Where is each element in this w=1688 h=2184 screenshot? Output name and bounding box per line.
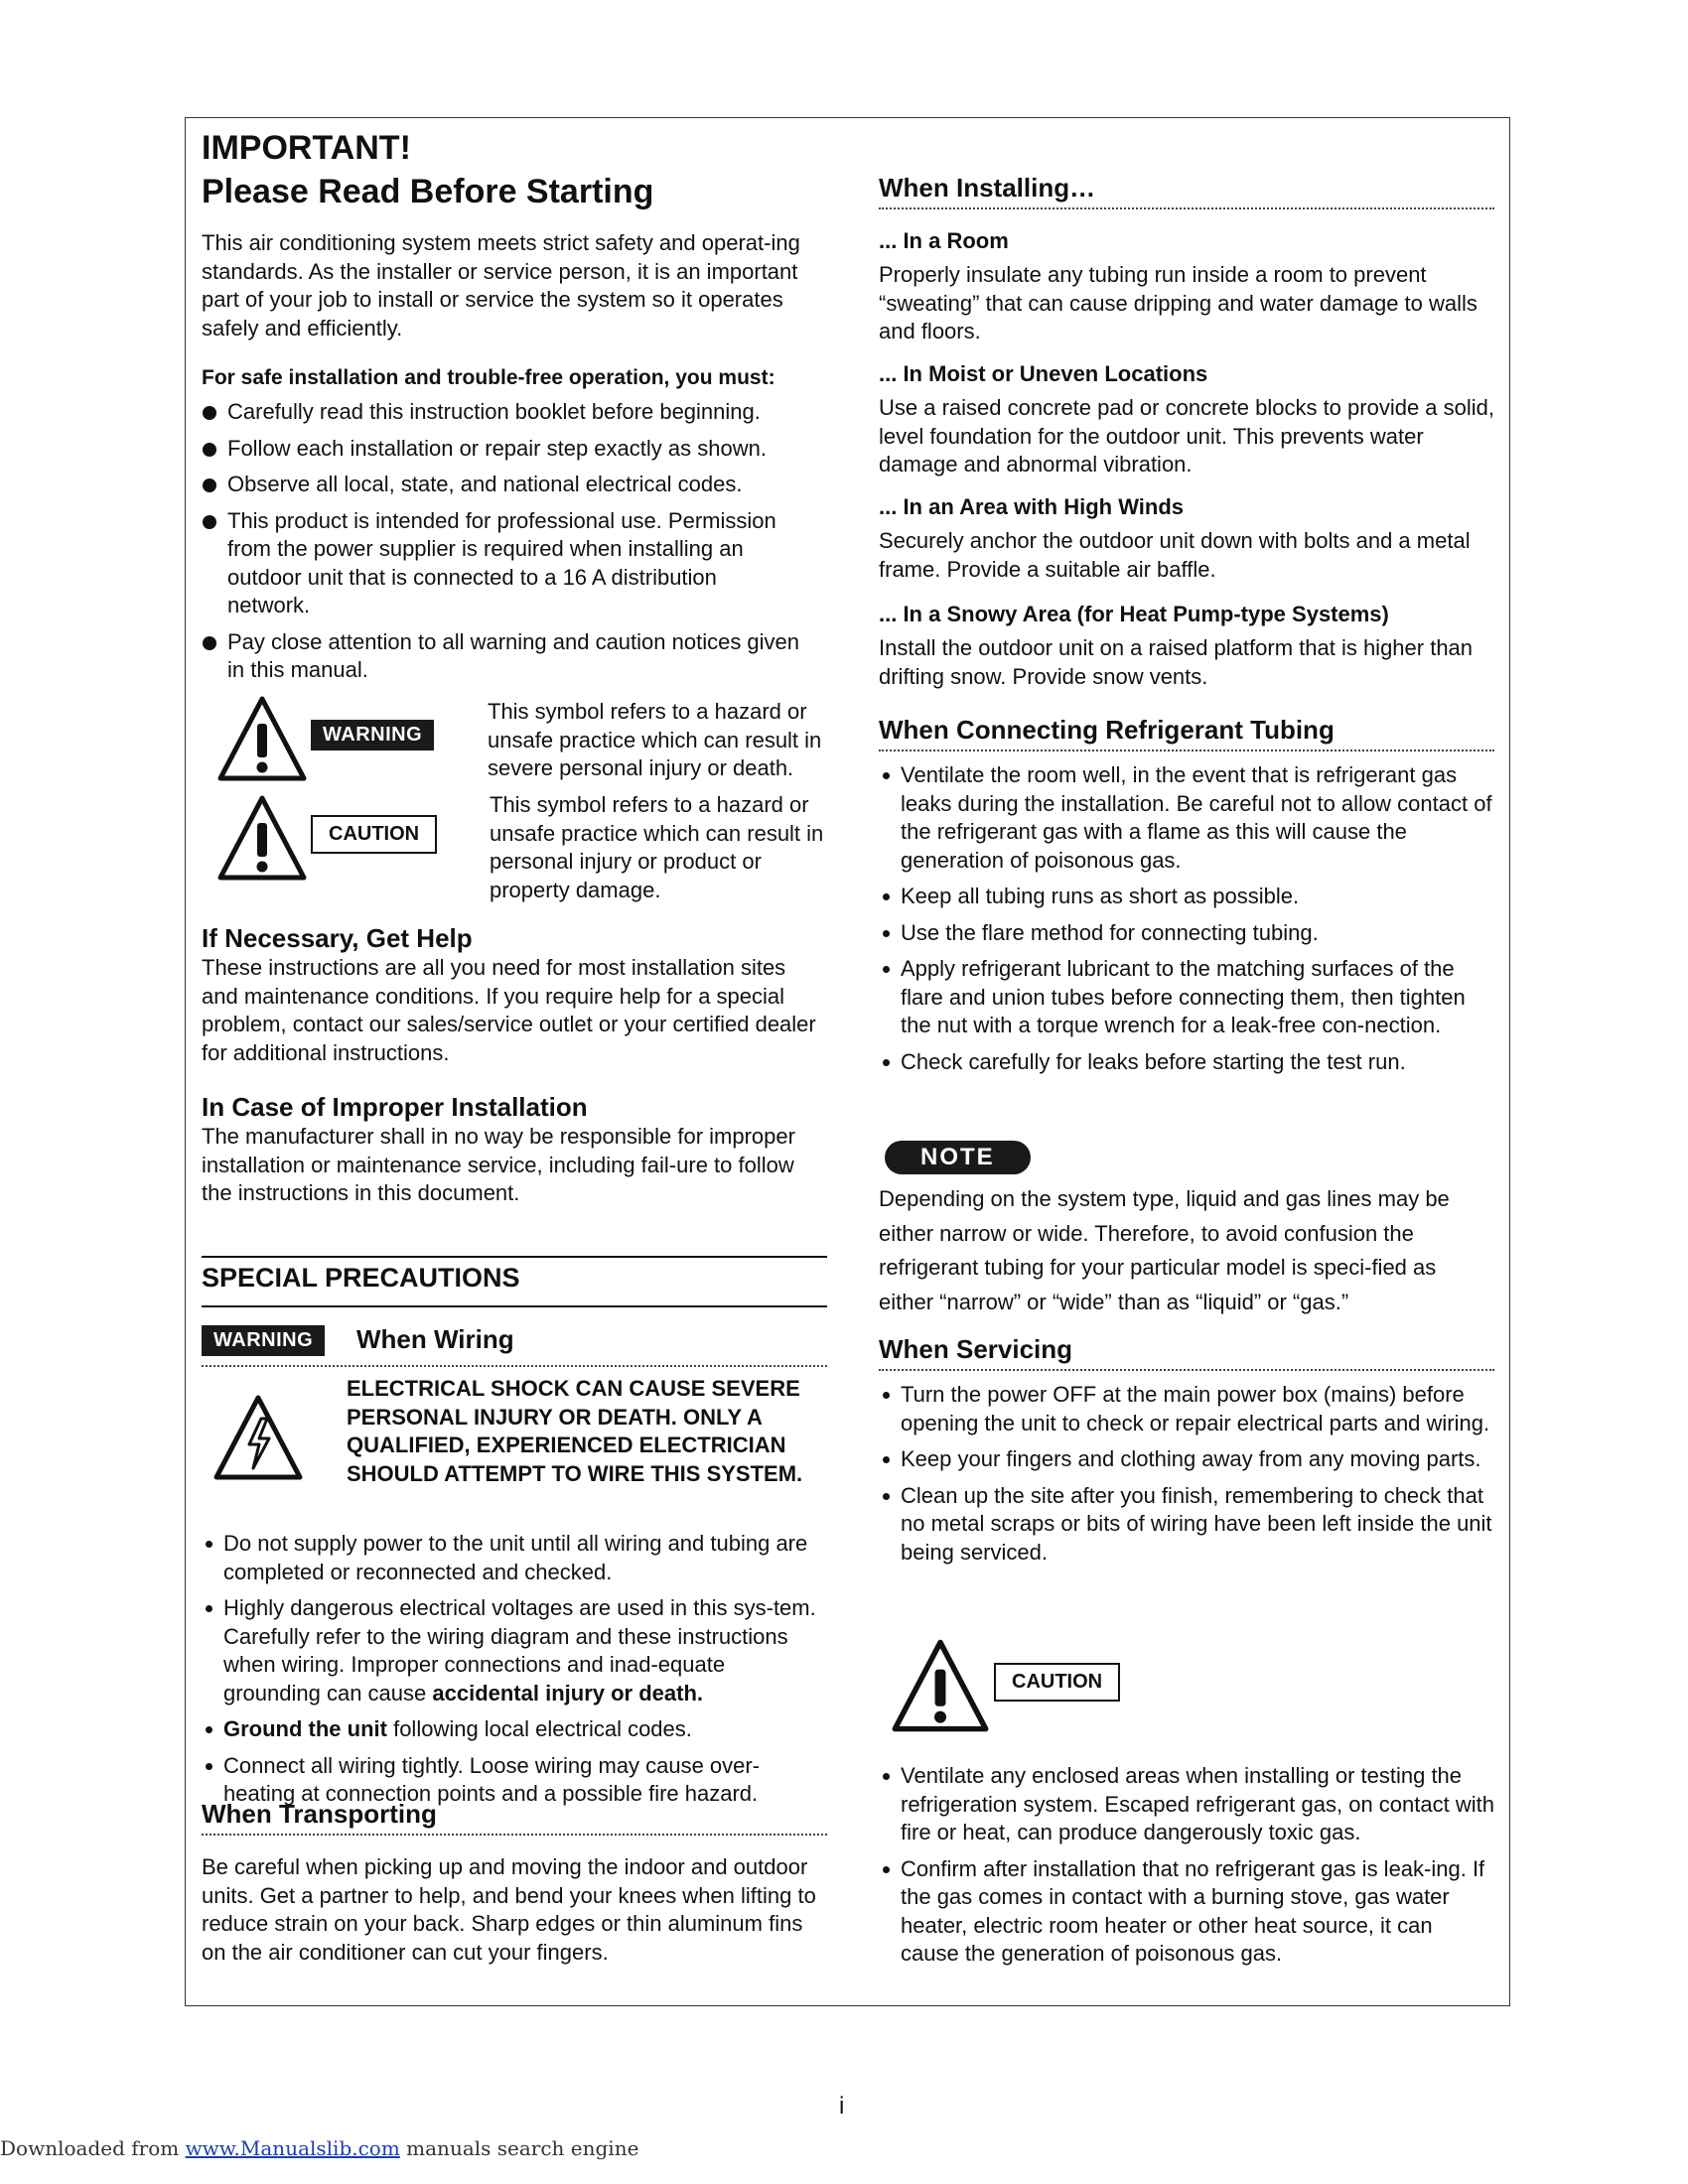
warning-triangle-icon bbox=[215, 694, 309, 783]
warning-symbol bbox=[215, 694, 309, 788]
item-text: following local electrical codes. bbox=[386, 1716, 692, 1741]
room-subheading: ... In a Room bbox=[879, 228, 1009, 253]
list-item: Turn the power OFF at the main power box (mains) before opening the unit to check or repair electrical parts and wiring. bbox=[879, 1381, 1494, 1437]
snow-subheading: ... In a Snowy Area (for Heat Pump-type Systems) bbox=[879, 602, 1389, 626]
list-item: Check carefully for leaks before starting the test run. bbox=[879, 1048, 1494, 1077]
warning-description: This symbol refers to a hazard or unsafe practice which can result in severe personal injury or death. bbox=[488, 699, 822, 780]
content-frame bbox=[185, 117, 1510, 2006]
caution-description: This symbol refers to a hazard or unsafe practice which can result in personal injury or product or property damage. bbox=[490, 792, 824, 902]
note-badge: NOTE bbox=[885, 1141, 1031, 1174]
list-item: Apply refrigerant lubricant to the matching surfaces of the flare and union tubes before connecting them, then tighten the nut with a torque wrench for a leak-free con-nection. bbox=[879, 955, 1494, 1040]
tubing-list bbox=[879, 761, 1494, 1084]
transport-text: Be careful when picking up and moving the indoor and outdoor units. Get a partner to help, and bend your knees when lifting to reduce strain on your back. Sharp edges or thin aluminum fins on the air conditioner can cut your fingers. bbox=[202, 1854, 816, 1965]
list-item: Keep all tubing runs as short as possible. bbox=[879, 883, 1494, 911]
servicing-caution-badge: CAUTION bbox=[994, 1663, 1120, 1702]
list-item: Clean up the site after you finish, remembering to check that no metal scraps or bits of wiring have been left inside the unit being serviced. bbox=[879, 1482, 1494, 1568]
installing-heading-row bbox=[879, 172, 1494, 209]
wiring-heading: When Wiring bbox=[356, 1324, 514, 1354]
help-heading: If Necessary, Get Help bbox=[202, 923, 473, 953]
item-text: Connect all wiring tightly. Loose wiring may cause over-heating at connection points and a possible fire hazard. bbox=[223, 1752, 761, 1806]
improper-text: The manufacturer shall in no way be responsible for improper installation or maintenance service, including fail-ure to follow the instructions in this document. bbox=[202, 1124, 795, 1205]
shock-warning-text: ELECTRICAL SHOCK CAN CAUSE SEVERE PERSONAL INJURY OR DEATH. ONLY A QUALIFIED, EXPERIENCED ELECTRICIAN SHOULD ATTEMPT TO WIRE THIS SYSTEM. bbox=[347, 1376, 803, 1486]
list-item: Observe all local, state, and national electrical codes. bbox=[202, 471, 827, 499]
must-list bbox=[202, 398, 827, 693]
item-text: Do not supply power to the unit until all wiring and tubing are completed or reconnected and checked. bbox=[223, 1531, 808, 1584]
caution-badge: CAUTION bbox=[311, 815, 437, 854]
list-item: Use the flare method for connecting tubing. bbox=[879, 919, 1494, 948]
note-text: Depending on the system type, liquid and gas lines may be either narrow or wide. Therefore, to avoid confusion the refrigerant tubing for your particular model is speci-fied as either “narrow” or “wide” than as “liquid” or “gas.” bbox=[879, 1186, 1450, 1314]
servicing-list bbox=[879, 1381, 1494, 1574]
list-item: Ventilate any enclosed areas when installing or testing the refrigeration system. Escaped refrigerant gas, on contact with fire or heat, can produce dangerously toxic gas. bbox=[879, 1762, 1494, 1847]
improper-heading: In Case of Improper Installation bbox=[202, 1092, 588, 1122]
list-item bbox=[202, 1530, 827, 1586]
item-text: Highly dangerous electrical voltages are used in this sys-tem. Carefully refer to the wiring diagram and these instructions when wiring. Improper connections and inad-equate grounding can cause bbox=[223, 1595, 816, 1706]
footer-prefix: Downloaded from bbox=[0, 2136, 186, 2160]
room-text: Properly insulate any tubing run inside a room to prevent “sweating” that can cause dripping and water damage to walls and floors. bbox=[879, 262, 1477, 343]
footer-suffix: manuals search engine bbox=[399, 2136, 639, 2160]
special-precautions-heading: SPECIAL PRECAUTIONS bbox=[202, 1263, 520, 1293]
caution-symbol bbox=[215, 793, 309, 887]
high-voltage-icon bbox=[211, 1393, 305, 1482]
page-number: i bbox=[839, 2093, 845, 2119]
installing-heading: When Installing… bbox=[879, 173, 1096, 203]
list-item: Ventilate the room well, in the event that is refrigerant gas leaks during the installation. Be careful not to allow contact of the refrigerant gas with a flame as this will cause the generation of poisonous gas. bbox=[879, 761, 1494, 875]
tubing-heading: When Connecting Refrigerant Tubing bbox=[879, 715, 1335, 745]
list-item: Carefully read this instruction booklet before beginning. bbox=[202, 398, 827, 427]
transport-heading: When Transporting bbox=[202, 1799, 437, 1829]
servicing-heading: When Servicing bbox=[879, 1334, 1073, 1364]
list-item: Follow each installation or repair step exactly as shown. bbox=[202, 435, 827, 464]
page-title-line1: IMPORTANT! bbox=[202, 129, 411, 167]
page-title-line2: Please Read Before Starting bbox=[202, 173, 654, 210]
electric-shock-symbol bbox=[211, 1393, 305, 1487]
manualslib-link[interactable]: www.Manualslib.com bbox=[185, 2136, 400, 2160]
list-item bbox=[202, 1715, 827, 1744]
list-item: Pay close attention to all warning and caution notices given in this manual. bbox=[202, 628, 803, 685]
item-emphasis: accidental injury or death. bbox=[432, 1680, 704, 1706]
wiring-heading-row bbox=[202, 1321, 827, 1367]
list-item bbox=[202, 1594, 827, 1707]
section-divider bbox=[202, 1256, 827, 1258]
wind-text: Securely anchor the outdoor unit down with bolts and a metal frame. Provide a suitable air baffle. bbox=[879, 528, 1471, 582]
wind-subheading: ... In an Area with High Winds bbox=[879, 494, 1185, 519]
warning-badge: WARNING bbox=[311, 720, 434, 751]
wiring-warning-badge: WARNING bbox=[202, 1325, 325, 1356]
section-divider bbox=[202, 1305, 827, 1307]
moist-subheading: ... In Moist or Uneven Locations bbox=[879, 361, 1208, 386]
snow-text: Install the outdoor unit on a raised platform that is higher than drifting snow. Provide snow vents. bbox=[879, 635, 1474, 689]
list-item: Keep your fingers and clothing away from any moving parts. bbox=[879, 1445, 1494, 1474]
caution-list bbox=[879, 1762, 1494, 1977]
item-emphasis: Ground the unit bbox=[223, 1716, 387, 1741]
servicing-caution-symbol bbox=[889, 1637, 992, 1739]
moist-text: Use a raised concrete pad or concrete blocks to provide a solid, level foundation for the outdoor unit. This prevents water damage and abnormal vibration. bbox=[879, 395, 1494, 477]
caution-triangle-icon bbox=[215, 793, 309, 883]
list-item: This product is intended for professional use. Permission from the power supplier is required when installing an outdoor unit that is connected to a 16 A distribution network. bbox=[202, 507, 803, 620]
tubing-heading-row bbox=[879, 714, 1494, 751]
caution-triangle-icon bbox=[889, 1637, 992, 1734]
servicing-heading-row bbox=[879, 1333, 1494, 1371]
download-footer bbox=[0, 2136, 638, 2160]
list-item: Confirm after installation that no refrigerant gas is leak-ing. If the gas comes in contact with a burning stove, gas water heater, electric room heater or other heat source, it can cause the generation of poisonous gas. bbox=[879, 1855, 1494, 1969]
help-text: These instructions are all you need for most installation sites and maintenance conditions. If you require help for a special problem, contact our sales/service outlet or your certified dealer for additional instructions. bbox=[202, 955, 816, 1065]
wiring-list bbox=[202, 1530, 827, 1817]
transport-heading-row bbox=[202, 1798, 827, 1836]
intro-text: This air conditioning system meets strict safety and operat-ing standards. As the installer or service person, it is an important part of your job to install or service the system so it operates safely and efficiently. bbox=[202, 230, 800, 341]
must-heading: For safe installation and trouble-free operation, you must: bbox=[202, 366, 775, 389]
